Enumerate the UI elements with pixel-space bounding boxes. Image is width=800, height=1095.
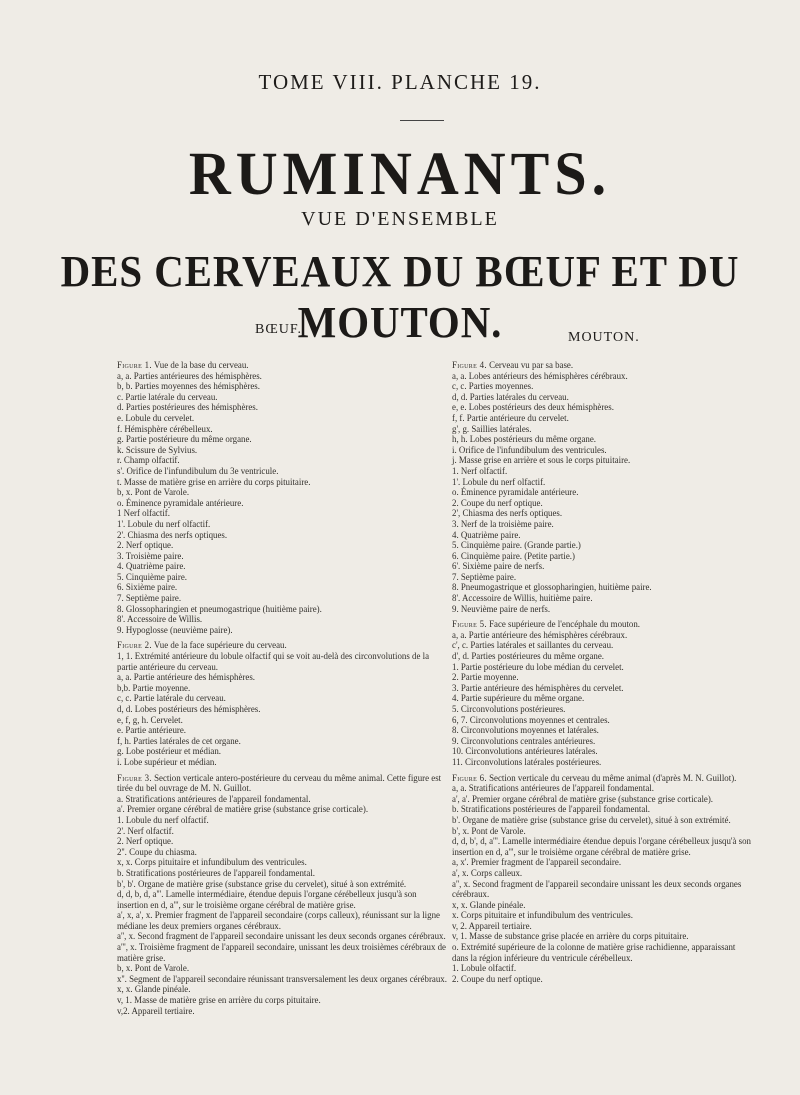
- legend-item: x, x. Glande pinéale.: [117, 984, 191, 995]
- legend-item: 9. Neuvième paire de nerfs.: [452, 603, 551, 614]
- legend-item: a''', x. Troisième fragment de l'appareil secondaire, unissant les deux troisièmes cérébraux de matière grise.: [117, 942, 446, 963]
- legend-item: k. Scissure de Sylvius.: [117, 444, 198, 455]
- legend-item: 9. Hypoglosse (neuvième paire).: [117, 624, 233, 635]
- figure-legend: [452, 360, 752, 614]
- legend-item: e, e. Lobes postérieurs des deux hémisphères.: [452, 402, 614, 413]
- legend-item: i. Lobe supérieur et médian.: [117, 756, 217, 767]
- legend-item: o. Éminence pyramidale antérieure.: [117, 497, 244, 508]
- legend-item: 1'. Lobule du nerf olfactif.: [452, 476, 546, 487]
- legend-item: 1'. Lobule du nerf olfactif.: [117, 518, 211, 529]
- legend-list: [117, 371, 447, 636]
- legend-item: d, d. Parties latérales du cerveau.: [452, 391, 569, 402]
- legend-item: v, 1. Masse de matière grise en arrière du corps pituitaire.: [117, 995, 321, 1006]
- legend-list: [117, 651, 447, 768]
- legend-item: b, x. Pont de Varole.: [117, 487, 190, 498]
- legend-item: r. Champ olfactif.: [117, 455, 180, 466]
- figure-title: [117, 360, 447, 371]
- legend-item: x. Corps pituitaire et infundibulum des ventricules.: [452, 910, 633, 921]
- legend-item: 5. Circonvolutions postérieures.: [452, 704, 566, 714]
- legend-item: 1. Lobule du nerf olfactif.: [117, 814, 209, 825]
- legend-item: a, a. Partie antérieure des hémisphères cérébraux.: [452, 629, 628, 640]
- legend-list: [117, 794, 447, 1016]
- legend-item: 6. Cinquième paire. (Petite partie.): [452, 550, 575, 561]
- legend-list: [452, 371, 752, 615]
- mouton-legend-column: [452, 360, 752, 989]
- figure-title: [452, 773, 752, 784]
- legend-item: d, d. Lobes postérieurs des hémisphères.: [117, 704, 261, 714]
- legend-item: 5. Cinquième paire.: [117, 571, 187, 582]
- legend-item: b', x. Pont de Varole.: [452, 825, 526, 836]
- legend-item: s'. Orifice de l'infundibulum du 3e ventricule.: [117, 465, 279, 476]
- legend-item: 2''. Coupe du chiasma.: [117, 846, 197, 857]
- figure-title: [452, 360, 752, 371]
- figure-caption: Section verticale antero-postérieure du cerveau du même animal. Cette figure est tirée du bel ouvrage de M. N. Guillot.: [117, 772, 442, 794]
- legend-item: t. Masse de matière grise en arrière du corps pituitaire.: [117, 476, 311, 487]
- legend-item: 1. Lobule olfactif.: [452, 963, 517, 974]
- legend-item: a, a. Lobes antérieurs des hémisphères cérébraux.: [452, 370, 628, 381]
- legend-item: a', a'. Premier organe cérébral de matière grise (substance grise corticale).: [452, 793, 714, 804]
- legend-item: 8. Circonvolutions moyennes et latérales.: [452, 725, 599, 736]
- legend-item: 2. Coupe du nerf optique.: [452, 973, 543, 984]
- legend-item: i. Orifice de l'infundibulum des ventricules.: [452, 444, 607, 455]
- legend-item: a'', x. Second fragment de l'appareil secondaire unissant les deux seconds organes cérébraux.: [452, 878, 742, 900]
- figure-legend: [117, 360, 447, 635]
- legend-item: 11. Circonvolutions latérales postérieures.: [452, 756, 602, 767]
- legend-item: b, x. Pont de Varole.: [117, 963, 190, 974]
- legend-item: d. Parties postérieures des hémisphères.: [117, 402, 258, 413]
- legend-item: 8'. Accessoire de Willis, huitième paire.: [452, 593, 593, 604]
- legend-item: 2'. Nerf olfactif.: [117, 825, 174, 836]
- legend-item: 7. Septième paire.: [117, 593, 182, 604]
- legend-item: 1. Nerf olfactif.: [452, 465, 508, 476]
- legend-item: 2. Coupe du nerf optique.: [452, 497, 543, 508]
- figure-title: [117, 773, 447, 794]
- legend-item: 8. Glossopharingien et pneumogastrique (huitième paire).: [117, 603, 322, 614]
- legend-item: x, x. Glande pinéale.: [452, 899, 526, 910]
- legend-item: a, x'. Premier fragment de l'appareil secondaire.: [452, 857, 622, 868]
- legend-item: g. Lobe postérieur et médian.: [117, 746, 221, 757]
- legend-item: 4. Quatrième paire.: [452, 529, 521, 540]
- legend-item: 6. Sixième paire.: [117, 582, 178, 593]
- legend-item: c, c. Partie latérale du cerveau.: [117, 693, 226, 704]
- legend-item: h, h. Lobes postérieurs du même organe.: [452, 434, 597, 445]
- legend-item: c, c. Parties moyennes.: [452, 381, 534, 392]
- figure-legend: [452, 619, 752, 767]
- legend-item: 2. Partie moyenne.: [452, 672, 519, 683]
- figure-legend: [452, 773, 752, 985]
- legend-item: b. Stratifications postérieures de l'appareil fondamental.: [117, 867, 316, 878]
- legend-item: a, a. Partie antérieure des hémisphères.: [117, 672, 255, 683]
- legend-item: 9. Circonvolutions centrales antérieures.: [452, 735, 596, 746]
- legend-item: 3. Troisième paire.: [117, 550, 184, 561]
- figure-legend: [117, 773, 447, 1017]
- legend-item: a'', x. Second fragment de l'appareil secondaire unissant les deux seconds organes cérébraux.: [117, 931, 446, 942]
- legend-item: c', c. Parties latérales et saillantes du cerveau.: [452, 640, 614, 651]
- legend-item: b, b. Parties moyennes des hémisphères.: [117, 381, 260, 392]
- legend-item: x''. Segment de l'appareil secondaire réunissant transversalement les deux organes cérébraux.: [117, 973, 447, 984]
- legend-item: 8'. Accessoire de Willis.: [117, 614, 203, 625]
- legend-item: 2'. Chiasma des nerfs optiques.: [117, 529, 228, 540]
- legend-item: b', b'. Organe de matière grise (substance grise du cervelet), situé à son extrémité.: [117, 878, 407, 889]
- figure-legend: [117, 640, 447, 767]
- legend-list: [452, 630, 752, 768]
- legend-item: o. Extrémité supérieure de la colonne de matière grise rachidienne, apparaissant dans la région inférieure du ventricule cérébelleux.: [452, 942, 736, 963]
- legend-item: 2', Chiasma des nerfs optiques.: [452, 508, 563, 519]
- legend-item: v, 2. Appareil tertiaire.: [452, 920, 532, 931]
- legend-item: 2. Nerf optique.: [117, 836, 174, 847]
- legend-item: 6'. Sixième paire de nerfs.: [452, 561, 545, 572]
- legend-item: f. Hémisphère cérébelleux.: [117, 423, 213, 434]
- legend-item: e. Lobule du cervelet.: [117, 412, 195, 423]
- legend-item: a. Stratifications antérieures de l'appareil fondamental.: [117, 793, 311, 804]
- boeuf-legend-column: [117, 360, 447, 1021]
- legend-item: a'. Premier organe cérébral de matière grise (substance grise corticale).: [117, 804, 369, 815]
- legend-item: b. Stratifications postérieures de l'appareil fondamental.: [452, 804, 651, 815]
- legend-item: f, h. Parties latérales de cet organe.: [117, 735, 241, 746]
- legend-item: 10. Circonvolutions antérieures latérales.: [452, 746, 598, 757]
- legend-item: 7. Septième paire.: [452, 571, 517, 582]
- figure-title: [117, 640, 447, 651]
- legend-item: 2. Nerf optique.: [117, 540, 174, 551]
- legend-item: a, a. Stratifications antérieures de l'appareil fondamental.: [452, 783, 654, 794]
- legend-item: a', x, a', x. Premier fragment de l'appareil secondaire (corps calleux), réunissant sur la ligne médiane les deux premiers organes cérébraux.: [117, 910, 440, 931]
- legend-item: g', g. Saillies latérales.: [452, 423, 532, 434]
- figure-caption: Vue de la face supérieure du cerveau.: [153, 640, 287, 651]
- figure-title: [452, 619, 752, 630]
- figure-caption: Vue de la base du cerveau.: [153, 360, 249, 370]
- legend-item: 3. Nerf de la troisième paire.: [452, 518, 554, 529]
- legend-item: j. Masse grise en arrière et sous le corps pituitaire.: [452, 455, 631, 466]
- legend-item: x, x. Corps pituitaire et infundibulum des ventricules.: [117, 857, 307, 868]
- tome-heading: TOME VIII. PLANCHE 19.: [258, 70, 542, 94]
- legend-item: b'. Organe de matière grise (substance grise du cervelet), situé à son extrémité.: [452, 814, 731, 825]
- legend-item: e, f, g, h. Cervelet.: [117, 714, 183, 725]
- main-title: RUMINANTS.: [188, 139, 612, 208]
- figure-caption: Cerveau vu par sa base.: [489, 360, 574, 370]
- title-divider: [400, 120, 444, 121]
- legend-item: e. Partie antérieure.: [117, 725, 186, 736]
- figure-label: Figure 5.: [452, 619, 487, 630]
- legend-item: a', x. Corps calleux.: [452, 867, 523, 878]
- legend-item: v,2. Appareil tertiaire.: [117, 1005, 195, 1016]
- legend-item: d, d, b', d, a'''. Lamelle intermédiaire étendue depuis l'organe cérébelleux jusqu'à son insertion en d, a''', sur le troisième organe cérébral de matière grise.: [452, 836, 751, 857]
- figure-label: Figure 2.: [117, 640, 152, 651]
- legend-item: c. Partie latérale du cerveau.: [117, 391, 218, 402]
- legend-item: 6, 7. Circonvolutions moyennes et centrales.: [452, 714, 610, 725]
- legend-item: 4. Quatrième paire.: [117, 561, 186, 572]
- legend-item: v, 1. Masse de substance grise placée en arrière du corps pituitaire.: [452, 931, 689, 942]
- figure-caption: Face supérieure de l'encéphale du mouton.: [489, 619, 640, 630]
- legend-item: d', d. Parties postérieures du même organe.: [452, 651, 605, 662]
- legend-item: o. Éminence pyramidale antérieure.: [452, 487, 579, 498]
- legend-item: f, f. Partie antérieure du cervelet.: [452, 412, 569, 423]
- legend-list: [452, 783, 752, 984]
- legend-item: 1 Nerf olfactif.: [117, 508, 170, 519]
- subtitle-overview: VUE D'ENSEMBLE: [301, 208, 499, 230]
- figure-label: Figure 3.: [117, 772, 152, 783]
- legend-item: 3. Partie antérieure des hémisphères du cervelet.: [452, 682, 624, 693]
- legend-item: b,b. Partie moyenne.: [117, 682, 191, 693]
- legend-item: 4. Partie supérieure du même organe.: [452, 693, 585, 704]
- figure-label: Figure 6.: [452, 772, 487, 783]
- figure-caption: Section verticale du cerveau du même animal (d'après M. N. Guillot).: [489, 772, 737, 783]
- legend-item: 1, 1. Extrémité antérieure du lobule olfactif qui se voit au-delà des circonvolutions de la partie antérieure du cerveau.: [117, 651, 430, 672]
- boeuf-heading: BŒUF.: [255, 322, 303, 337]
- figure-label: Figure 4.: [452, 360, 487, 370]
- legend-item: a, a. Parties antérieures des hémisphères.: [117, 370, 262, 381]
- legend-item: 5. Cinquième paire. (Grande partie.): [452, 540, 581, 551]
- legend-item: 8. Pneumogastrique et glossopharingien, huitième paire.: [452, 582, 652, 593]
- subtitle-brains: DES CERVEAUX DU BŒUF ET DU MOUTON.: [60, 247, 740, 347]
- legend-item: g. Partie postérieure du même organe.: [117, 434, 252, 445]
- mouton-heading: MOUTON.: [568, 330, 640, 345]
- legend-item: d, d, b, d, a'''. Lamelle intermédiaire, étendue depuis l'organe cérébelleux jusqu'à son insertion en d, a''', sur le troisième organe cérébral de matière grise.: [117, 889, 417, 910]
- legend-item: 1. Partie postérieure du lobe médian du cervelet.: [452, 661, 624, 672]
- figure-label: Figure 1.: [117, 360, 152, 370]
